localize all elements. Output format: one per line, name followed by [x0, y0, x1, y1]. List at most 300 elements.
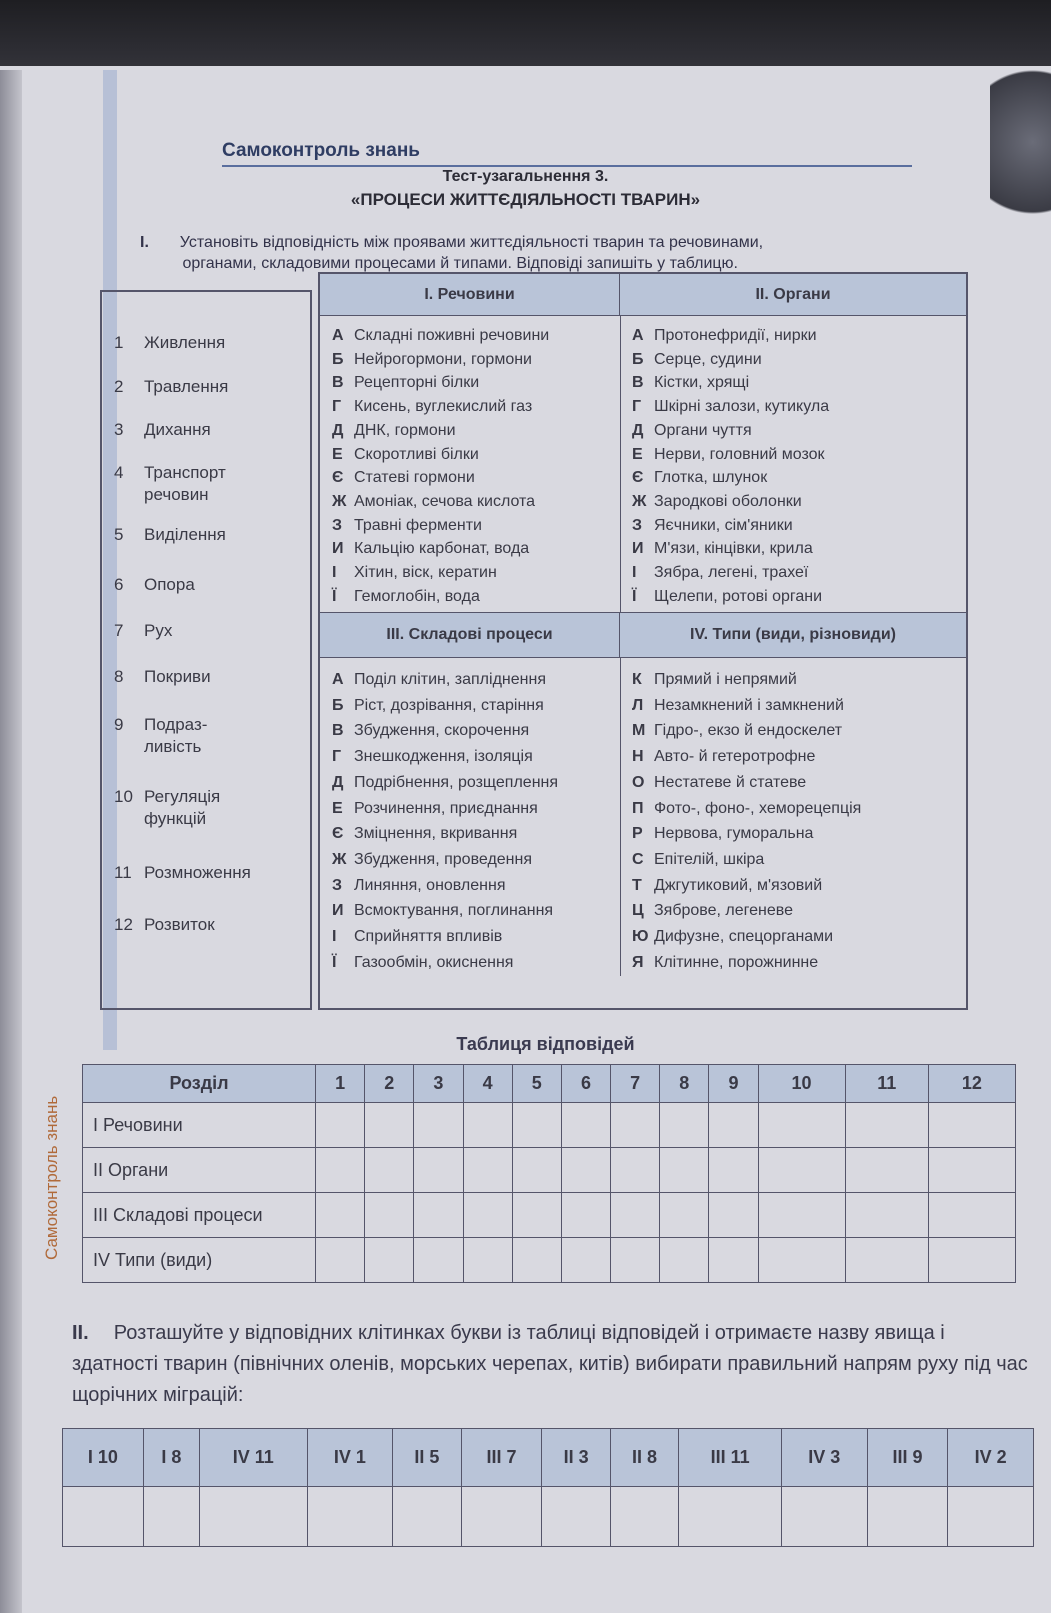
sequence-header-cell: IV 11: [199, 1429, 307, 1487]
function-number: 6: [114, 575, 124, 594]
sequence-answer-cell[interactable]: [461, 1487, 542, 1547]
sequence-answer-cell[interactable]: [542, 1487, 610, 1547]
answers-col-header: 2: [365, 1065, 414, 1103]
sequence-answer-cell[interactable]: [393, 1487, 461, 1547]
option-letter: Е: [332, 799, 343, 817]
option-letter: І: [632, 564, 637, 582]
function-label: Дихання: [144, 420, 211, 439]
option-item: [332, 821, 558, 847]
types-list: [632, 667, 861, 975]
answers-row-label: І Речовини: [83, 1103, 316, 1148]
function-number: 5: [114, 525, 124, 544]
option-item: [332, 324, 549, 348]
answer-cell[interactable]: [845, 1193, 928, 1238]
function-item: [114, 666, 211, 688]
task1-line1: Установіть відповідність між проявами життєдіяльності тварин та речовинами,: [179, 234, 764, 251]
option-letter: Л: [632, 696, 644, 714]
function-label: Подраз-: [144, 715, 208, 734]
option-item: [332, 847, 558, 873]
sequence-answer-cell[interactable]: [143, 1487, 199, 1547]
option-letter: Б: [632, 350, 644, 368]
option-letter: Г: [332, 748, 342, 766]
answer-cell[interactable]: [660, 1193, 709, 1238]
col2-header: ІІ. Органи: [620, 274, 966, 316]
answer-cell[interactable]: [512, 1103, 561, 1148]
answer-cell[interactable]: [414, 1103, 463, 1148]
option-letter: Ж: [332, 850, 347, 868]
option-letter: А: [332, 671, 344, 688]
answers-head-section: Розділ: [83, 1065, 316, 1103]
option-letter: Т: [632, 876, 642, 894]
option-letter: Є: [332, 825, 344, 843]
option-letter: К: [632, 671, 642, 688]
option-item: [632, 770, 861, 796]
option-letter: В: [632, 374, 644, 392]
answer-cell[interactable]: [463, 1148, 512, 1193]
answer-cell[interactable]: [845, 1238, 928, 1283]
option-text: Газообмін, окиснення: [354, 953, 514, 971]
option-item: [632, 667, 861, 693]
sequence-header-cell: IV 1: [307, 1429, 393, 1487]
function-number: 1: [114, 333, 124, 352]
function-label: Опора: [144, 575, 195, 594]
option-item: [632, 693, 861, 719]
option-text: Дифузне, спецорганами: [654, 928, 834, 946]
option-letter: Ї: [332, 953, 337, 971]
sequence-header-cell: ІІ 5: [393, 1429, 461, 1487]
answer-cell[interactable]: [709, 1103, 758, 1148]
answer-cell[interactable]: [316, 1238, 365, 1283]
section-title: Самоконтроль знань: [222, 140, 420, 161]
substances-list: [332, 324, 549, 608]
option-letter: Г: [632, 398, 642, 416]
answer-cell[interactable]: [414, 1148, 463, 1193]
answer-cell[interactable]: [561, 1238, 610, 1283]
option-item: [632, 950, 861, 976]
answers-row: [83, 1148, 1016, 1193]
option-letter: Д: [632, 421, 644, 439]
option-item: [332, 744, 558, 770]
option-text: Знешкодження, ізоляція: [354, 748, 533, 766]
answer-cell[interactable]: [758, 1148, 845, 1193]
option-text: Нестатеве й статеве: [654, 773, 807, 791]
task2-number: II.: [72, 1322, 89, 1344]
option-item: [632, 796, 861, 822]
option-item: [632, 873, 861, 899]
option-item: [632, 490, 829, 514]
option-letter: З: [332, 516, 343, 534]
option-item: [332, 770, 558, 796]
option-text: Ріст, дозрівання, старіння: [354, 696, 544, 714]
option-letter: Д: [332, 421, 344, 439]
option-text: Збудження, проведення: [354, 850, 533, 868]
answer-cell[interactable]: [758, 1238, 845, 1283]
option-letter: И: [632, 540, 644, 558]
option-text: Линяння, оновлення: [354, 876, 506, 894]
section-divider: [222, 165, 912, 167]
answer-cell[interactable]: [660, 1103, 709, 1148]
sequence-answer-cell[interactable]: [867, 1487, 948, 1547]
sequence-header-cell: І 8: [143, 1429, 199, 1487]
answer-cell[interactable]: [561, 1148, 610, 1193]
sequence-table: [62, 1428, 1034, 1547]
answers-col-header: 1: [316, 1065, 365, 1103]
col3-header: ІІІ. Складові процеси: [320, 612, 620, 658]
answer-cell[interactable]: [561, 1103, 610, 1148]
option-text: Кальцію карбонат, вода: [354, 540, 530, 558]
answer-cell[interactable]: [463, 1103, 512, 1148]
answer-cell[interactable]: [611, 1238, 660, 1283]
answers-col-header: 6: [561, 1065, 610, 1103]
answer-cell[interactable]: [660, 1148, 709, 1193]
function-item: [114, 419, 211, 441]
option-text: Нерви, головний мозок: [654, 445, 825, 463]
answer-cell[interactable]: [709, 1238, 758, 1283]
option-letter: В: [332, 374, 344, 392]
option-item: [632, 324, 829, 348]
option-text: Джгутиковий, м'язовий: [654, 876, 823, 894]
option-text: Зяброве, легеневе: [654, 902, 793, 920]
option-text: Травні ферменти: [354, 516, 482, 534]
option-text: Поділ клітин, запліднення: [354, 671, 546, 688]
answer-cell[interactable]: [611, 1148, 660, 1193]
function-item: [114, 462, 226, 506]
test-title: «ПРОЦЕСИ ЖИТТЄДІЯЛЬНОСТІ ТВАРИН»: [350, 190, 701, 209]
function-label-cont: функцій: [144, 809, 207, 828]
function-item: [114, 862, 251, 884]
function-item: [114, 786, 220, 830]
sequence-header-cell: ІІ 8: [610, 1429, 678, 1487]
function-label: Розмноження: [144, 863, 251, 882]
answer-cell[interactable]: [561, 1193, 610, 1238]
answers-row-label: IV Типи (види): [83, 1238, 316, 1283]
option-text: Органи чуття: [654, 421, 752, 439]
answer-cell[interactable]: [709, 1148, 758, 1193]
function-label: Регуляція: [144, 787, 221, 806]
answer-cell[interactable]: [365, 1193, 414, 1238]
function-number: 3: [114, 420, 124, 439]
option-item: [632, 371, 829, 395]
answers-col-header: 4: [463, 1065, 512, 1103]
option-item: [632, 821, 861, 847]
option-text: Протонефридії, нирки: [654, 327, 817, 344]
option-text: Кістки, хрящі: [654, 374, 750, 392]
option-letter: Я: [632, 953, 644, 971]
sequence-header-cell: ІІ 3: [542, 1429, 610, 1487]
answers-row: [83, 1193, 1016, 1238]
sequence-answer-cell[interactable]: [782, 1487, 868, 1547]
option-item: [332, 898, 558, 924]
option-item: [632, 395, 829, 419]
answers-col-header: 5: [512, 1065, 561, 1103]
option-letter: Е: [632, 445, 643, 463]
sequence-header-cell: І 10: [63, 1429, 144, 1487]
answers-col-header: 3: [414, 1065, 463, 1103]
option-text: Амоніак, сечова кислота: [354, 492, 536, 510]
option-text: Авто- й гетеротрофне: [654, 748, 816, 766]
function-label: Травлення: [144, 377, 229, 396]
option-item: [632, 561, 829, 585]
answer-cell[interactable]: [928, 1103, 1015, 1148]
task2-text: Розташуйте у відповідних клітинках букви із таблиці відповідей і отримаєте назву явища і здатності тварин (північних оленів, морських черепах, китів) вибирати правильний напрям руху під час щорічних міграцій:: [72, 1322, 1028, 1406]
answers-row: [83, 1103, 1016, 1148]
option-letter: З: [332, 876, 343, 894]
option-letter: Р: [632, 825, 643, 843]
function-item: [114, 376, 228, 398]
option-item: [632, 898, 861, 924]
answer-cell[interactable]: [316, 1193, 365, 1238]
function-item: [114, 914, 215, 936]
option-text: Прямий і непрямий: [654, 671, 797, 688]
option-text: Зародкові оболонки: [654, 492, 802, 510]
sequence-answer-cell[interactable]: [307, 1487, 393, 1547]
sequence-answer-cell[interactable]: [63, 1487, 144, 1547]
answer-cell[interactable]: [611, 1103, 660, 1148]
answer-cell[interactable]: [365, 1238, 414, 1283]
option-item: [332, 924, 558, 950]
task1-instruction: [140, 232, 1020, 274]
function-number: 2: [114, 377, 124, 396]
option-text: Складні поживні речовини: [354, 327, 550, 344]
answer-cell[interactable]: [316, 1103, 365, 1148]
answer-cell[interactable]: [512, 1148, 561, 1193]
answer-cell[interactable]: [463, 1193, 512, 1238]
option-item: [632, 348, 829, 372]
answer-cell[interactable]: [512, 1238, 561, 1283]
sequence-answer-cell[interactable]: [948, 1487, 1034, 1547]
option-text: Сприйняття впливів: [354, 928, 503, 946]
answers-col-header: 8: [660, 1065, 709, 1103]
option-letter: В: [332, 722, 344, 740]
option-letter: І: [332, 928, 337, 946]
function-item: [114, 332, 225, 354]
answers-col-header: 10: [758, 1065, 845, 1103]
col1-header: І. Речовини: [320, 274, 620, 316]
option-letter: Ю: [632, 928, 649, 946]
matching-grid: [318, 272, 968, 1010]
task1-line2: органами, складовими процесами й типами. Відповіді запишіть у таблицю.: [182, 255, 738, 272]
col4-header: IV. Типи (види, різновиди): [620, 612, 966, 658]
option-letter: Ж: [332, 492, 347, 510]
corner-photo: [990, 70, 1051, 250]
answer-cell[interactable]: [928, 1238, 1015, 1283]
answer-cell[interactable]: [758, 1193, 845, 1238]
option-letter: Ї: [632, 587, 637, 605]
option-text: Гемоглобін, вода: [354, 587, 480, 605]
option-text: Кисень, вуглекислий газ: [354, 398, 533, 416]
option-text: Нейрогормони, гормони: [354, 350, 532, 368]
option-text: Розчинення, приєднання: [354, 799, 538, 817]
option-item: [332, 371, 549, 395]
answer-cell[interactable]: [365, 1148, 414, 1193]
function-label: Транспорт: [144, 463, 226, 482]
option-item: [332, 419, 549, 443]
option-letter: І: [332, 564, 337, 582]
sequence-answer-cell[interactable]: [610, 1487, 678, 1547]
option-item: [632, 744, 861, 770]
function-number: 11: [114, 863, 132, 882]
option-item: [332, 667, 558, 693]
option-item: [332, 693, 558, 719]
sequence-header-cell: IV 3: [782, 1429, 868, 1487]
background-top: [0, 0, 1051, 70]
option-letter: Є: [332, 469, 344, 487]
option-item: [332, 718, 558, 744]
sequence-header-cell: ІІІ 7: [461, 1429, 542, 1487]
function-item: [114, 714, 207, 758]
side-label: Самоконтроль знань: [42, 1095, 61, 1260]
answers-col-header: 11: [845, 1065, 928, 1103]
option-text: Щелепи, ротові органи: [654, 587, 823, 605]
function-number: 4: [114, 463, 124, 482]
function-label: Розвиток: [144, 915, 215, 934]
function-item: [114, 574, 195, 596]
function-label-cont: речовин: [144, 485, 209, 504]
option-letter: Б: [332, 350, 344, 368]
function-label: Покриви: [144, 667, 211, 686]
function-number: 9: [114, 715, 124, 734]
sequence-answer-cell[interactable]: [199, 1487, 307, 1547]
option-item: [332, 348, 549, 372]
option-item: [332, 466, 549, 490]
option-text: Рецепторні білки: [354, 374, 480, 392]
function-label: Виділення: [144, 525, 226, 544]
option-text: Зміцнення, вкривання: [354, 825, 518, 843]
option-item: [332, 537, 549, 561]
sequence-header-cell: IV 2: [948, 1429, 1034, 1487]
answer-cell[interactable]: [414, 1193, 463, 1238]
function-label: Рух: [144, 621, 173, 640]
option-item: [632, 537, 829, 561]
option-text: Серце, судини: [654, 350, 762, 368]
task1-number: I.: [140, 234, 149, 251]
option-letter: З: [632, 516, 643, 534]
function-label: Живлення: [144, 333, 226, 352]
sequence-header-cell: ІІІ 9: [867, 1429, 948, 1487]
function-number: 8: [114, 667, 124, 686]
answers-table: [82, 1064, 1016, 1283]
function-item: [114, 524, 226, 546]
answer-cell[interactable]: [512, 1193, 561, 1238]
function-label-cont: ливість: [144, 737, 202, 756]
page-margin: [0, 70, 22, 1613]
answers-col-header: 7: [611, 1065, 660, 1103]
option-letter: И: [332, 902, 344, 920]
option-item: [332, 950, 558, 976]
organs-list: [632, 324, 829, 608]
answer-cell[interactable]: [463, 1238, 512, 1283]
option-letter: С: [632, 850, 644, 868]
option-item: [332, 514, 549, 538]
option-letter: Б: [332, 696, 344, 714]
option-letter: А: [332, 327, 344, 344]
option-item: [332, 395, 549, 419]
option-item: [632, 924, 861, 950]
option-text: Всмоктування, поглинання: [354, 902, 554, 920]
answers-row-label: ІІІ Складові процеси: [83, 1193, 316, 1238]
option-item: [332, 561, 549, 585]
option-item: [332, 443, 549, 467]
answer-cell[interactable]: [365, 1103, 414, 1148]
answer-cell[interactable]: [709, 1193, 758, 1238]
option-text: Нервова, гуморальна: [654, 825, 814, 843]
processes-list: [332, 667, 558, 975]
test-subtitle: Тест-узагальнення 3.: [442, 168, 609, 185]
option-item: [632, 585, 829, 609]
option-text: Зябра, легені, трахеї: [654, 564, 809, 582]
option-text: Статеві гормони: [354, 469, 475, 487]
option-letter: О: [632, 773, 645, 791]
option-letter: Д: [332, 773, 344, 791]
option-text: Фото-, фоно-, хеморецепція: [654, 799, 862, 817]
option-text: Незамкнений і замкнений: [654, 696, 844, 714]
option-item: [332, 585, 549, 609]
function-number: 12: [114, 915, 133, 934]
option-letter: Ц: [632, 902, 644, 920]
option-letter: М: [632, 722, 646, 740]
answers-col-header: 9: [709, 1065, 758, 1103]
answer-cell[interactable]: [845, 1103, 928, 1148]
answers-row: [83, 1238, 1016, 1283]
option-letter: П: [632, 799, 644, 817]
option-item: [632, 514, 829, 538]
option-item: [632, 443, 829, 467]
option-letter: А: [632, 327, 644, 344]
option-item: [332, 796, 558, 822]
option-letter: Е: [332, 445, 343, 463]
answer-cell[interactable]: [928, 1148, 1015, 1193]
option-item: [632, 419, 829, 443]
option-letter: Ї: [332, 587, 337, 605]
function-number: 10: [114, 787, 133, 806]
option-item: [632, 847, 861, 873]
option-item: [632, 718, 861, 744]
option-text: ДНК, гормони: [354, 421, 456, 439]
answer-cell[interactable]: [660, 1238, 709, 1283]
answer-cell[interactable]: [316, 1148, 365, 1193]
functions-list: [100, 290, 312, 1010]
option-item: [332, 490, 549, 514]
option-letter: Ж: [632, 492, 647, 510]
option-text: Глотка, шлунок: [654, 469, 768, 487]
option-text: Шкірні залози, кутикула: [654, 398, 830, 416]
option-letter: И: [332, 540, 344, 558]
function-item: [114, 620, 172, 642]
answer-cell[interactable]: [758, 1103, 845, 1148]
option-letter: Г: [332, 398, 342, 416]
option-text: Яєчники, сім'яники: [654, 516, 793, 534]
answer-cell[interactable]: [611, 1193, 660, 1238]
option-text: Епітелій, шкіра: [654, 850, 765, 868]
answer-cell[interactable]: [845, 1148, 928, 1193]
option-text: Клітинне, порожнинне: [654, 953, 819, 971]
option-text: Гідро-, екзо й ендоскелет: [654, 722, 843, 740]
sequence-answer-cell[interactable]: [679, 1487, 782, 1547]
answers-caption: Таблиця відповідей: [456, 1034, 635, 1054]
option-text: Скоротливі білки: [354, 445, 479, 463]
option-text: Збудження, скорочення: [354, 722, 530, 740]
task2-instruction: [72, 1318, 1032, 1411]
answer-cell[interactable]: [414, 1238, 463, 1283]
option-letter: Н: [632, 748, 644, 766]
answers-row-label: ІІ Органи: [83, 1148, 316, 1193]
function-number: 7: [114, 621, 124, 640]
answers-col-header: 12: [928, 1065, 1015, 1103]
option-item: [332, 873, 558, 899]
answer-cell[interactable]: [928, 1193, 1015, 1238]
option-text: Хітин, віск, кератин: [354, 564, 497, 582]
sequence-header-cell: ІІІ 11: [679, 1429, 782, 1487]
